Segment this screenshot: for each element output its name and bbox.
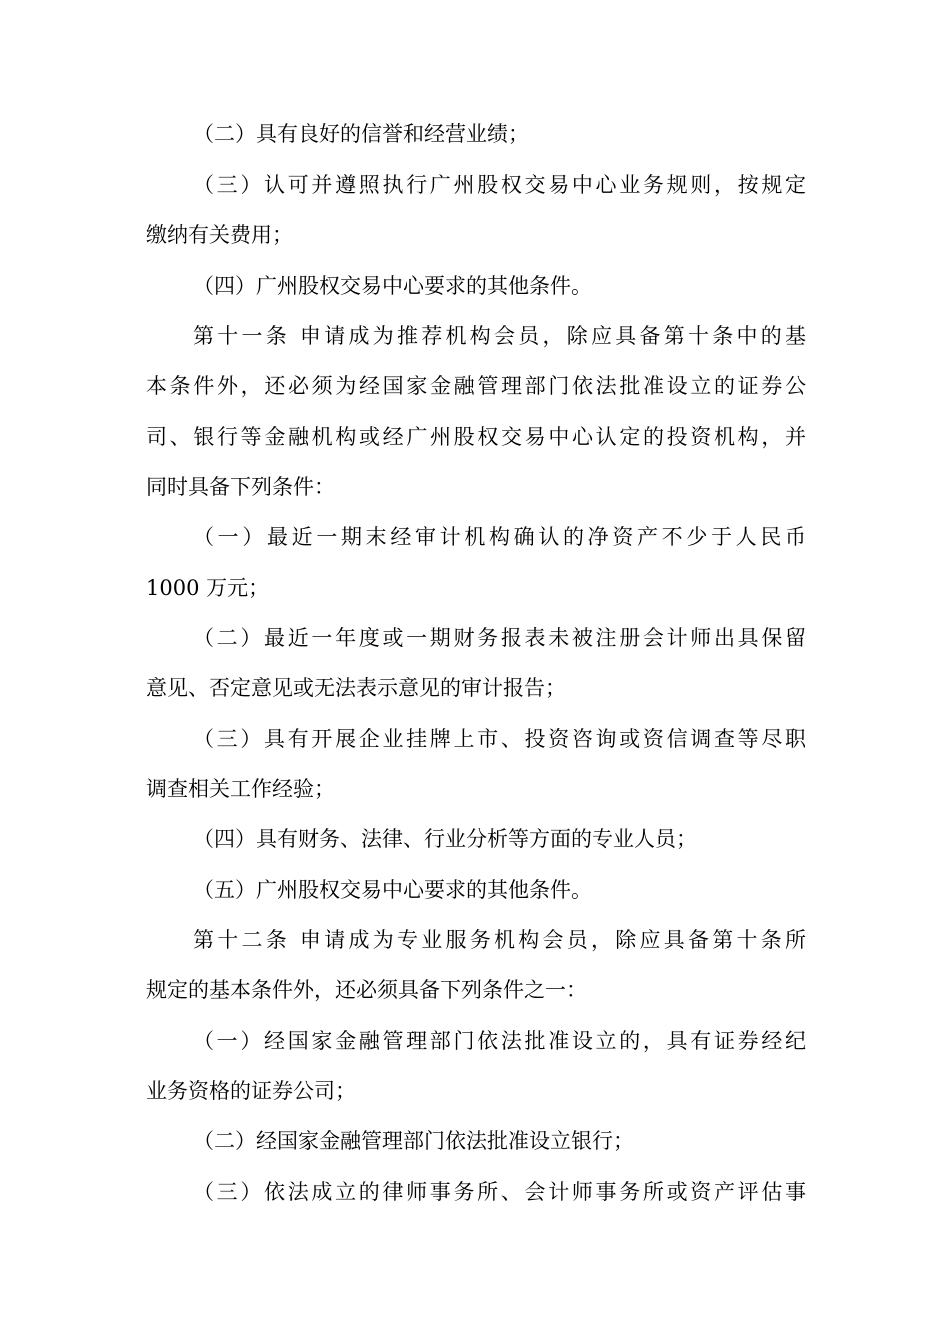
text-line: （四）广州股权交易中心要求的其他条件。: [193, 274, 592, 298]
text-line: （一）最近一期末经审计机构确认的净资产不少于人民币: [193, 525, 806, 549]
text-line: （三）具有开展企业挂牌上市、投资咨询或资信调查等尽职: [193, 727, 806, 751]
text-line: 业务资格的证券公司；: [146, 1079, 356, 1103]
text-line: 意见、否定意见或无法表示意见的审计报告；: [146, 676, 566, 700]
text-line: 1000 万元；: [146, 576, 270, 600]
text-line: （一）经国家金融管理部门依法批准设立的，具有证券经纪: [193, 1029, 806, 1053]
text-line: （五）广州股权交易中心要求的其他条件。: [193, 878, 592, 902]
text-line: 缴纳有关费用；: [146, 223, 293, 247]
text-line: 规定的基本条件外，还必须具备下列条件之一：: [146, 978, 587, 1002]
text-line: 同时具备下列条件：: [146, 475, 335, 499]
text-line: 第十二条 申请成为专业服务机构会员，除应具备第十条所: [193, 928, 806, 952]
text-line: 调查相关工作经验；: [146, 777, 335, 801]
text-line: 本条件外，还必须为经国家金融管理部门依法批准设立的证券公: [146, 374, 806, 398]
text-line: （二）最近一年度或一期财务报表未被注册会计师出具保留: [193, 626, 806, 650]
text-line: （三）认可并遵照执行广州股权交易中心业务规则，按规定: [193, 173, 806, 197]
text-line: （三）依法成立的律师事务所、会计师事务所或资产评估事: [193, 1180, 806, 1204]
text-line: （四）具有财务、法律、行业分析等方面的专业人员；: [193, 827, 697, 851]
text-line: 司、银行等金融机构或经广州股权交易中心认定的投资机构，并: [146, 425, 806, 449]
text-line: （二）经国家金融管理部门依法批准设立银行；: [193, 1129, 634, 1153]
text-line: （二）具有良好的信誉和经营业绩；: [193, 122, 529, 146]
text-line: 第十一条 申请成为推荐机构会员，除应具备第十条中的基: [193, 324, 806, 348]
